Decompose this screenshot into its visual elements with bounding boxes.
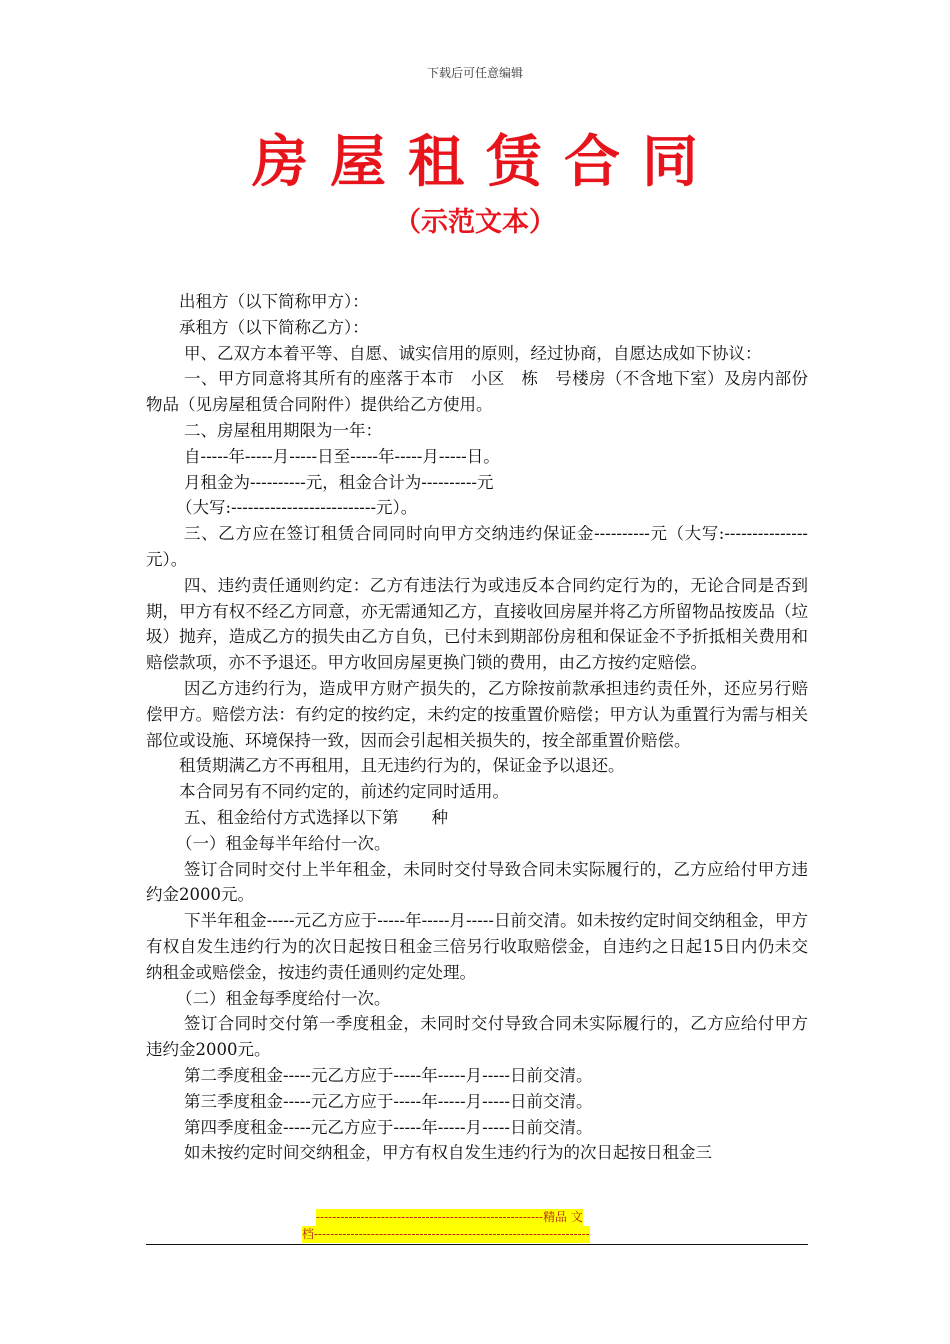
footer-watermark: [146, 1209, 808, 1243]
contract-paragraph: 签订合同时交付第一季度租金，未同时交付导致合同未实际履行的，乙方应给付甲方违约金2000元。: [146, 1014, 808, 1060]
contract-paragraph: 本合同另有不同约定的，前述约定同时适用。: [179, 782, 509, 802]
header-note: 下载后可任意编辑: [426, 66, 523, 80]
contract-paragraph: 三、乙方应在签订租赁合同同时向甲方交纳违约保证金----------元（大写:---------------元）。: [146, 524, 808, 569]
contract-paragraph: 甲、乙双方本着平等、自愿、诚实信用的原则，经过协商，自愿达成如下协议：: [184, 343, 762, 363]
contract-paragraph: 租赁期满乙方不再租用，且无违约行为的，保证金予以退还。: [179, 756, 625, 776]
contract-paragraph: 第二季度租金-----元乙方应于-----年-----月-----日前交清。: [184, 1065, 593, 1085]
contract-paragraph: 出租方（以下简称甲方）：: [179, 292, 369, 311]
contract-paragraph: 一、甲方同意将其所有的座落于本市 小区 栋 号楼房（不含地下室）及房内部份物品（见房屋租赁合同附件）提供给乙方使用。: [146, 369, 808, 415]
contract-paragraph: 四、违约责任通则约定：乙方有违法行为或违反本合同约定行为的，无论合同是否到期，甲方有权不经乙方同意，亦无需通知乙方，直接收回房屋并将乙方所留物品按废品（垃圾）抛弃，造成乙方的损失由乙方自负，已付未到期部份房租和保证金不予折抵相关费用和赔偿款项，亦不予退还。甲方收回房屋更换门锁的费用，由乙方按约定赔偿。: [146, 575, 808, 673]
document-subtitle: （示范文本）: [394, 207, 556, 238]
contract-paragraph: 自-----年-----月-----日至-----年-----月-----日。: [184, 446, 500, 466]
contract-paragraph: 五、租金给付方式选择以下第 种: [184, 807, 448, 827]
contract-paragraph: 因乙方违约行为，造成甲方财产损失的，乙方除按前款承担违约责任外，还应另行赔偿甲方。赔偿方法：有约定的按约定，未约定的按重置价赔偿；甲方认为重置行为需与相关部位或设施、环境保持一致，因而会引起相关损失的，按全部重置价赔偿。: [146, 678, 808, 750]
contract-paragraph: （二）租金每季度给付一次。: [176, 988, 391, 1008]
contract-paragraph: （一）租金每半年给付一次。: [176, 833, 391, 853]
footer-divider: [146, 1244, 808, 1245]
contract-paragraph: 下半年租金-----元乙方应于-----年-----月-----日前交清。如未按约定时间交纳租金，甲方有权自发生违约行为的次日起按日租金三倍另行收取赔偿金，自违约之日起15日内仍未交纳租金或赔偿金，按违约责任通则约定处理。: [146, 911, 808, 982]
contract-paragraph: 承租方（以下简称乙方）：: [179, 317, 369, 337]
footer-watermark-line-1: --------------------------------------------------------精品 文: [316, 1210, 583, 1224]
document-title: 房屋租赁合同: [252, 130, 720, 195]
contract-paragraph: （大写:--------------------------元）。: [176, 498, 418, 518]
contract-paragraph: 二、房屋租用期限为一年：: [184, 420, 382, 440]
contract-paragraph: 第四季度租金-----元乙方应于-----年-----月-----日前交清。: [184, 1117, 593, 1137]
footer-watermark-line-2: 档--------------------------------------------------------------------: [302, 1227, 590, 1241]
contract-paragraph: 如未按约定时间交纳租金，甲方有权自发生违约行为的次日起按日租金三: [184, 1143, 712, 1163]
contract-paragraph: 月租金为----------元，租金合计为----------元: [184, 472, 494, 492]
contract-body: [146, 289, 808, 1166]
contract-paragraph: 签订合同时交付上半年租金，未同时交付导致合同未实际履行的，乙方应给付甲方违约金2000元。: [146, 859, 808, 905]
contract-paragraph: 第三季度租金-----元乙方应于-----年-----月-----日前交清。: [184, 1091, 593, 1111]
